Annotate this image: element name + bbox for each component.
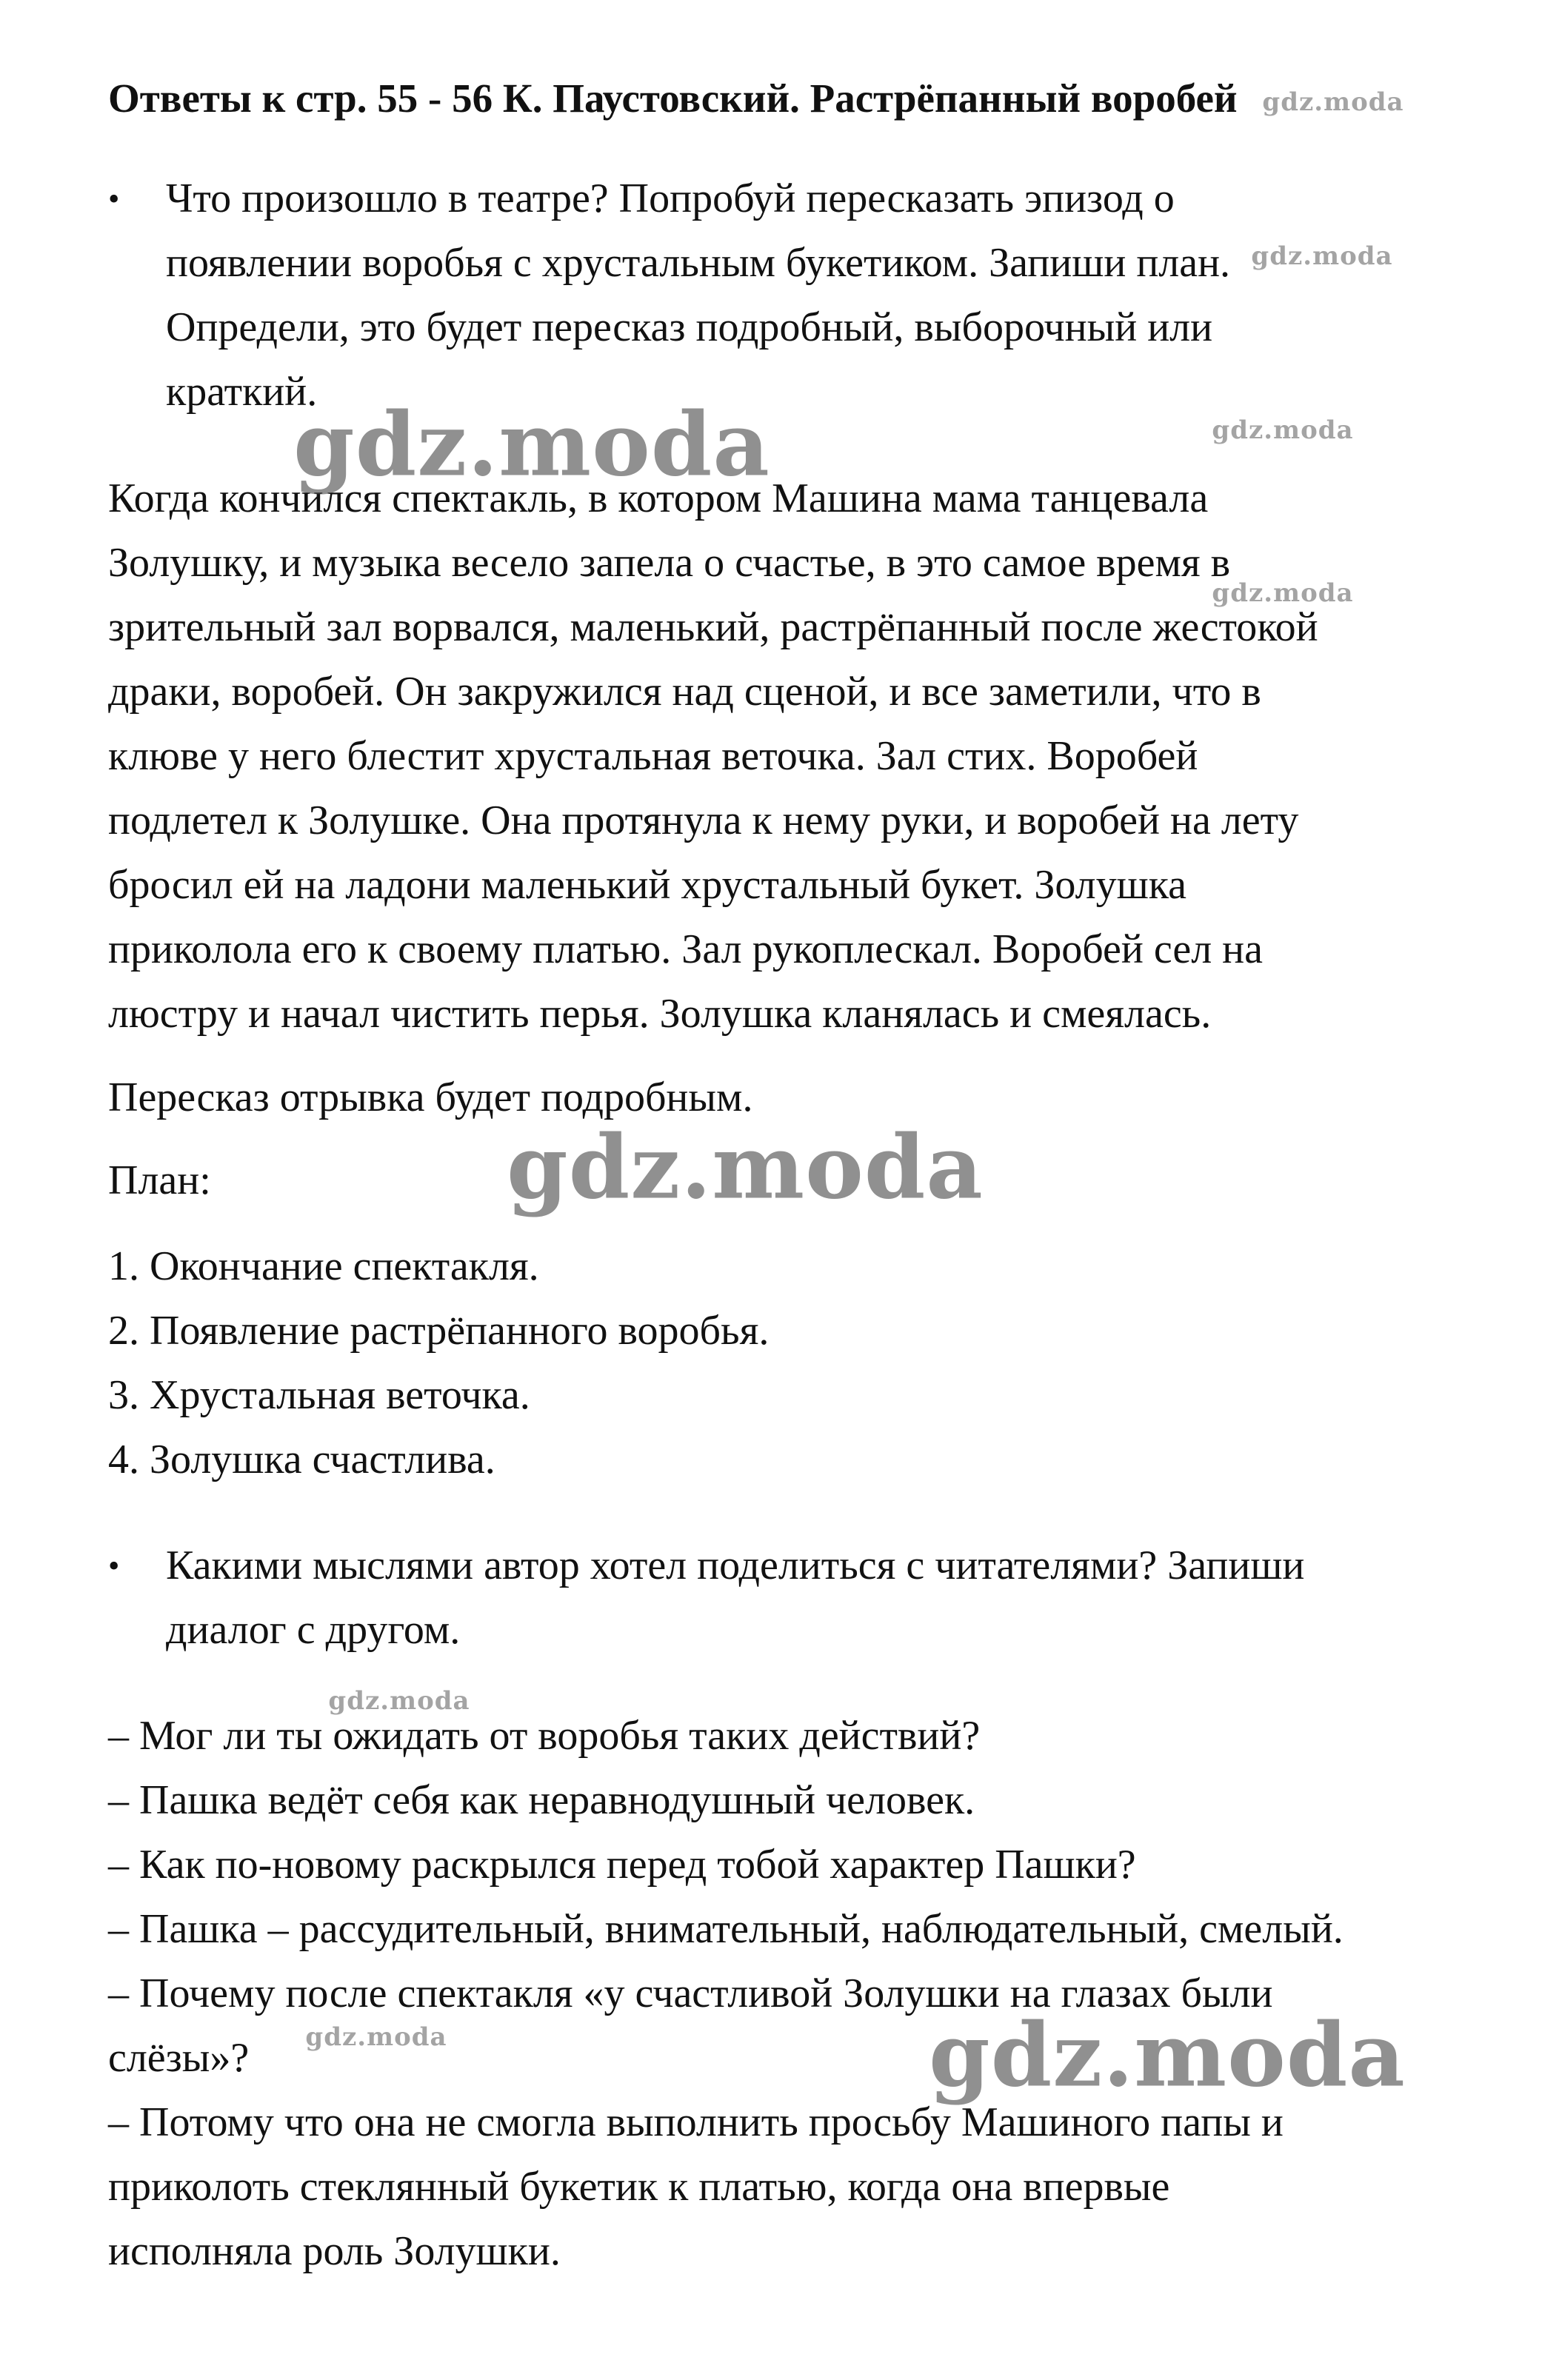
dialog [108, 1704, 1453, 2284]
plan-item: 2. Появление растрёпанного воробья. [108, 1308, 770, 1354]
plan-label: План: [108, 1157, 211, 1203]
retelling-type: Пересказ отрывка будет подробным. [108, 1074, 753, 1120]
answer-line: подлетел к Золушке. Она протянула к нему руки, и воробей на лету [108, 798, 1299, 843]
question-line: появлении воробья с хрустальным букетиком. Запиши план. [166, 240, 1231, 286]
bullet-icon: • [108, 181, 120, 217]
dialog-line: – Мог ли ты ожидать от воробья таких действий? [108, 1713, 981, 1759]
dialog-line: слёзы»? [108, 2035, 250, 2081]
watermark: gdz.moda [507, 1115, 984, 1219]
answer-line: зрительный зал ворвался, маленький, растрёпанный после жестокой [108, 604, 1318, 650]
plan-item: 4. Золушка счастлива. [108, 1437, 495, 1483]
watermark: gdz.moda [328, 1686, 470, 1716]
question-line: Что произошло в театре? Попробуй пересказать эпизод о [166, 176, 1175, 221]
answer-line: люстру и начал чистить перья. Золушка кланялась и смеялась. [108, 991, 1212, 1037]
bullet-icon: • [108, 1548, 120, 1584]
dialog-line: приколоть стеклянный букетик к платью, когда она впервые [108, 2164, 1170, 2210]
answer-line: бросил ей на ладони маленький хрустальный букет. Золушка [108, 862, 1186, 908]
dialog-line: – Пашка – рассудительный, внимательный, наблюдательный, смелый. [108, 1906, 1344, 1952]
plan-item: 3. Хрустальная веточка. [108, 1372, 530, 1418]
dialog-line: – Почему после спектакля «у счастливой Золушки на глазах были [108, 1970, 1273, 2016]
plan-list [108, 1234, 1453, 1492]
question-line: Определи, это будет пересказ подробный, выборочный или [166, 304, 1213, 350]
question-line: краткий. [166, 369, 318, 415]
answer-paragraph [108, 467, 1453, 1046]
dialog-line: – Потому что она не смогла выполнить просьбу Машиного папы и [108, 2099, 1284, 2145]
question-line: Какими мыслями автор хотел поделиться с читателями? Запиши [166, 1542, 1305, 1588]
watermark: gdz.moda [1251, 241, 1393, 271]
watermark: gdz.moda [1262, 87, 1404, 117]
answer-line: драки, воробей. Он закружился над сценой, и все заметили, что в [108, 669, 1261, 715]
page-title: Ответы к стр. 55 - 56 К. Паустовский. Растрёпанный воробей [108, 76, 1238, 121]
answer-line: Когда кончился спектакль, в котором Машина мама танцевала [108, 475, 1209, 521]
answer-line: приколола его к своему платью. Зал рукоплескал. Воробей сел на [108, 926, 1264, 972]
answer-line: Золушку, и музыка весело запела о счастье, в это самое время в [108, 540, 1231, 586]
dialog-line: – Как по-новому раскрылся перед тобой характер Пашки? [108, 1842, 1136, 1888]
dialog-line: – Пашка ведёт себя как неравнодушный человек. [108, 1777, 975, 1823]
watermark: gdz.moda [293, 392, 770, 496]
question-line: диалог с другом. [166, 1607, 461, 1653]
dialog-line: исполняла роль Золушки. [108, 2228, 561, 2274]
watermark: gdz.moda [929, 2003, 1406, 2107]
watermark: gdz.moda [1212, 578, 1354, 608]
watermark: gdz.moda [305, 2022, 447, 2052]
answer-line: клюве у него блестит хрустальная веточка. Зал стих. Воробей [108, 733, 1198, 779]
plan-item: 1. Окончание спектакля. [108, 1243, 539, 1289]
watermark: gdz.moda [1212, 415, 1354, 445]
